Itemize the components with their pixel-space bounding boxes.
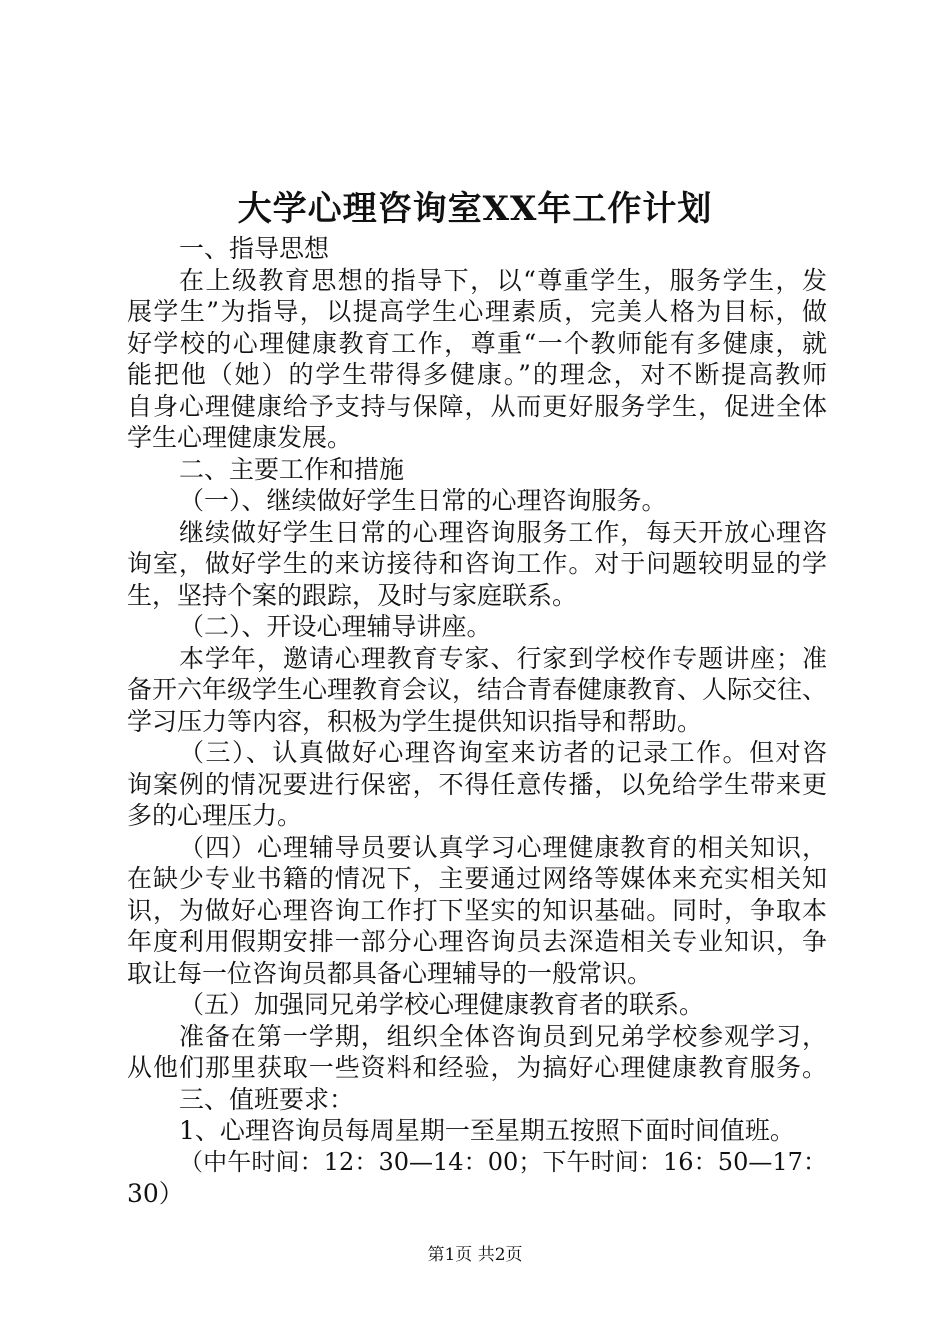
paragraph-line: 多的心理压力。 (127, 801, 303, 830)
paragraph-line: 1、心理咨询员每周星期一至星期五按照下面时间值班。 (179, 1116, 795, 1145)
paragraph-line: 三、值班要求： (179, 1084, 355, 1114)
paragraph-line: （中午时间：12：30—14：00；下午时间：16：50—17： (179, 1147, 827, 1176)
paragraph-line: （四）心理辅导员要认真学习心理健康教育的相关知识， (179, 832, 827, 862)
paragraph-line: 询案例的情况要进行保密，不得任意传播，以免给学生带来更 (127, 769, 827, 799)
paragraph-line: 询室，做好学生的来访接待和咨询工作。对于问题较明显的学 (127, 549, 827, 578)
paragraph-line: （三）、认真做好心理咨询室来访者的记录工作。但对咨 (179, 738, 827, 767)
paragraph-line: 学生心理健康发展。 (127, 423, 353, 452)
paragraph-line: 好学校的心理健康教育工作，尊重“一个教师能有多健康，就 (127, 328, 827, 358)
paragraph-line: 学习压力等内容，积极为学生提供知识指导和帮助。 (127, 706, 703, 736)
paragraph-line: 识，为做好心理咨询工作打下坚实的知识基础。同时，争取本 (127, 895, 827, 925)
paragraph-line: 能把他（她）的学生带得多健康。”的理念，对不断提高教师 (127, 360, 827, 389)
page-footer: 第1页 共2页 (427, 1245, 523, 1265)
paragraph-line: 生，坚持个案的跟踪，及时与家庭联系。 (127, 580, 578, 610)
paragraph-line: 备开六年级学生心理教育会议，结合青春健康教育、人际交往、 (127, 675, 828, 704)
paragraph-line: 继续做好学生日常的心理咨询服务工作，每天开放心理咨 (179, 517, 827, 547)
paragraph-line: 自身心理健康给予支持与保障，从而更好服务学生，促进全体 (127, 391, 827, 421)
paragraph-line: 年度利用假期安排一部分心理咨询员去深造相关专业知识，争 (127, 927, 827, 956)
paragraph-line: 一、指导思想 (179, 234, 330, 263)
paragraph-line: 从他们那里获取一些资料和经验，为搞好心理健康教育服务。 (127, 1053, 827, 1082)
paragraph-line: 30） (127, 1179, 184, 1208)
document-body (127, 233, 827, 1210)
paragraph-line: 准备在第一学期，组织全体咨询员到兄弟学校参观学习， (179, 1021, 827, 1051)
paragraph-line: 在上级教育思想的指导下，以“尊重学生，服务学生，发 (179, 265, 827, 295)
paragraph-line: 展学生”为指导，以提高学生心理素质，完美人格为目标，做 (127, 297, 827, 326)
paragraph-line: （五）加强同兄弟学校心理健康教育者的联系。 (179, 990, 705, 1019)
paragraph-line: 在缺少专业书籍的情况下，主要通过网络等媒体来充实相关知 (127, 864, 827, 893)
paragraph-line: （一）、继续做好学生日常的心理咨询服务。 (179, 486, 667, 515)
paragraph-line: 本学年，邀请心理教育专家、行家到学校作专题讲座；准 (179, 643, 827, 673)
paragraph-line: 取让每一位咨询员都具备心理辅导的一般常识。 (127, 958, 653, 988)
paragraph-line: 二、主要工作和措施 (179, 454, 405, 484)
document-title: 大学心理咨询室XX年工作计划 (237, 189, 713, 229)
paragraph-line: （二）、开设心理辅导讲座。 (179, 612, 492, 641)
